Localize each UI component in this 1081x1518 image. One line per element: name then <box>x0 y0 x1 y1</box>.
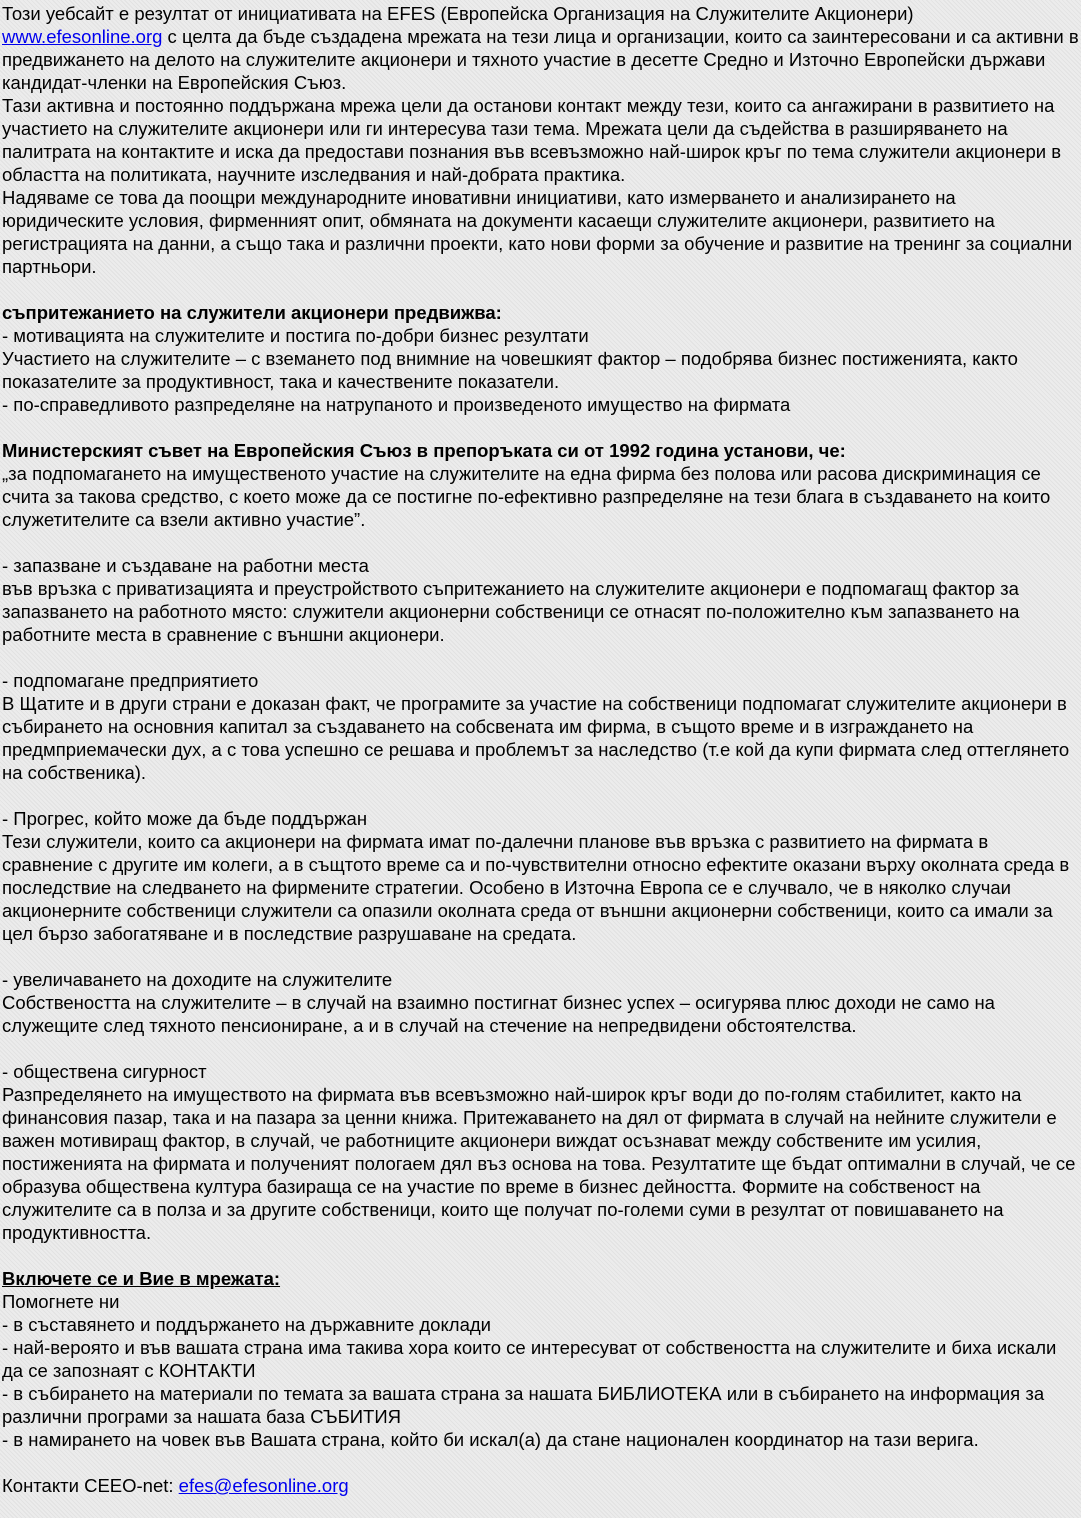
section-enterprise-text: В Щатите и в други страни е доказан факт, че програмите за участие на собственици подпомагат служителите акционери в събирането на основния капитал за създаването на собсвената им фирма, в същото време и в изграждането на предмприемачески дух, а с това успешно се решава и проблемът за наследство (т.е кой да купи фирмата след оттеглянето на собственика). <box>2 693 1070 783</box>
section-jobs-title: - запазване и създаване на работни места <box>2 555 369 576</box>
section-security-text: Разпределянето на имуществото на фирмата във всевъзможно най-широк кръг води до по-голям стабилитет, както на финансовия пазар, така и на пазара за ценни книжа. Притежаването на дял от фирмата в случай на нейните служители е важен мотивиращ фактор, в случай, че работниците акционери виждат осъзнават между собствените им усилия, постиженията на фирмата и полученият пологаем дял въз основа на това. Резултатите ще бъдат оптимални в случай, че се образува обществена култура базираща се на участие по време в бизнес дейността. Формите на собственост на служителите са в полза и за другите собственици, които ще получат по-големи суми в резултат от повишаването на продуктивността. <box>2 1084 1076 1243</box>
spacer <box>2 531 1080 554</box>
council-quote: „за подпомагането на имущественото участие на служителите на една фирма без полова или расова дискриминация се счита за такова средство, с което може да се постигне по-ефективно разпределяне на тези блага в създаването на които служетителите са взели активно участие”. <box>2 463 1051 530</box>
section-progress-text: Тези служители, които са акционери на фирмата имат по-далечни планове във връзка с развитието на фирмата в сравнение с другите им колеги, а в същтото време са и по-чувствителни относно ефектите оказани върху околната среда в последствие на следването на фирмените стратегии. Особено в Източна Европа се е случвало, че в няколко случаи акционерните собственици служители са опазили околната среда от външни акционерни собственици, които са имали за цел бързо забогатяване и в последствие разрушаване на средата. <box>2 831 1070 944</box>
spacer <box>2 1244 1080 1267</box>
council-heading: Министерският съвет на Европейския Съюз в препоръката си от 1992 година установи, че: <box>2 440 846 461</box>
section-jobs-text: във връзка с приватизацията и преустройството съпритежанието на служителите акционери е подпомагащ фактор за запазването на работното място: служители акционерни собственици се отнасят по-положително към запазването на работните места в сравнение с външни акционери. <box>2 578 1020 645</box>
intro-text-before-link: Този уебсайт е резултат от инициативата на EFES (Европейска Организация на Служителите Акционери) <box>2 3 914 24</box>
spacer <box>2 784 1080 807</box>
spacer <box>2 945 1080 968</box>
section-progress-title: - Прогрес, който може да бъде поддържан <box>2 808 368 829</box>
benefits-heading: съпритежанието на служители акционери предвижва: <box>2 302 502 323</box>
spacer <box>2 278 1080 301</box>
contact-email-link[interactable]: efes@efesonline.org <box>178 1475 349 1496</box>
join-heading: Включете се и Вие в мрежата: <box>2 1268 281 1289</box>
spacer <box>2 1451 1080 1474</box>
document-body <box>2 2 1080 1497</box>
contact-label: Контакти CEEO-net: <box>2 1475 179 1496</box>
intro-paragraph-2: Тази активна и постоянно поддържана мрежа цели да останови контакт между тези, които са ангажирани в развитието на участието на служителите акционери или ги интересува тази тема. Мрежата цели да съдейства в разширяването на палитрата на контактите и иска да предостави познания във всевъзможно най-широк кръг по тема служители акционери в областта на политиката, научните изследвания и най-добрата практика. <box>2 95 1062 185</box>
section-income-text: Собствеността на служителите – в случай на взаимно постигнат бизнес успех – осигурява плюс доходи не само на служещите след тяхното пенсиониране, а и в случай на стечение на непредвидени обстоятелства. <box>2 992 995 1036</box>
intro-paragraph-1 <box>2 2 1080 94</box>
join-item: - в намирането на човек във Вашата страна, който би искал(а) да стане национален координатор на тази верига. <box>2 1429 979 1450</box>
section-security-title: - обществена сигурност <box>2 1061 207 1082</box>
section-enterprise-title: - подпомагане предприятието <box>2 670 259 691</box>
spacer <box>2 416 1080 439</box>
join-item: - в съставянето и поддържането на държавните доклади <box>2 1314 491 1335</box>
efes-website-link[interactable]: www.efesonline.org <box>2 26 163 47</box>
join-item: - най-вероято и във вашата страна има такива хора които се интересуват от собствеността на служителите и биха искали да се запознаят с КОНТАКТИ <box>2 1337 1057 1381</box>
join-help-us: Помогнете ни <box>2 1291 120 1312</box>
benefit-fair-distribution: - по-справедливото разпределяне на натрупаното и произведеното имущество на фирмата <box>2 394 791 415</box>
benefit-motivation-title: - мотивацията на служителите и постига по-добри бизнес резултати <box>2 325 589 346</box>
contact-line <box>2 1474 1080 1497</box>
benefit-motivation-text: Участието на служителите – с вземането под внимние на човешкият фактор – подобрява бизнес постиженията, както показателите за продуктивност, така и качествените показатели. <box>2 348 1018 392</box>
intro-text-after-link: с целта да бъде създадена мрежата на тези лица и организации, които са заинтересовани и са активни в предвижането на делото на служителите акционери и тяхното участие в десетте Средно и Източно Европейски държави кандидат-членки на Европейския Съюз. <box>2 26 1079 93</box>
join-item: - в събирането на материали по темата за вашата страна за нашата БИБЛИОТЕКА или в събирането на информация за различни програми за нашата база СЪБИТИЯ <box>2 1383 1045 1427</box>
spacer <box>2 646 1080 669</box>
spacer <box>2 1037 1080 1060</box>
section-income-title: - увеличаването на доходите на служителите <box>2 969 393 990</box>
intro-paragraph-3: Надяваме се това да поощри международните иновативни инициативи, като измерването и анализирането на юридическите условия, фирменният опит, обмяната на документи касаещи служителите акционери, развитието на регистрацията на данни, а също така и различни проекти, като нови форми за обучение и развитие на тренинг за социални партньори. <box>2 187 1073 277</box>
